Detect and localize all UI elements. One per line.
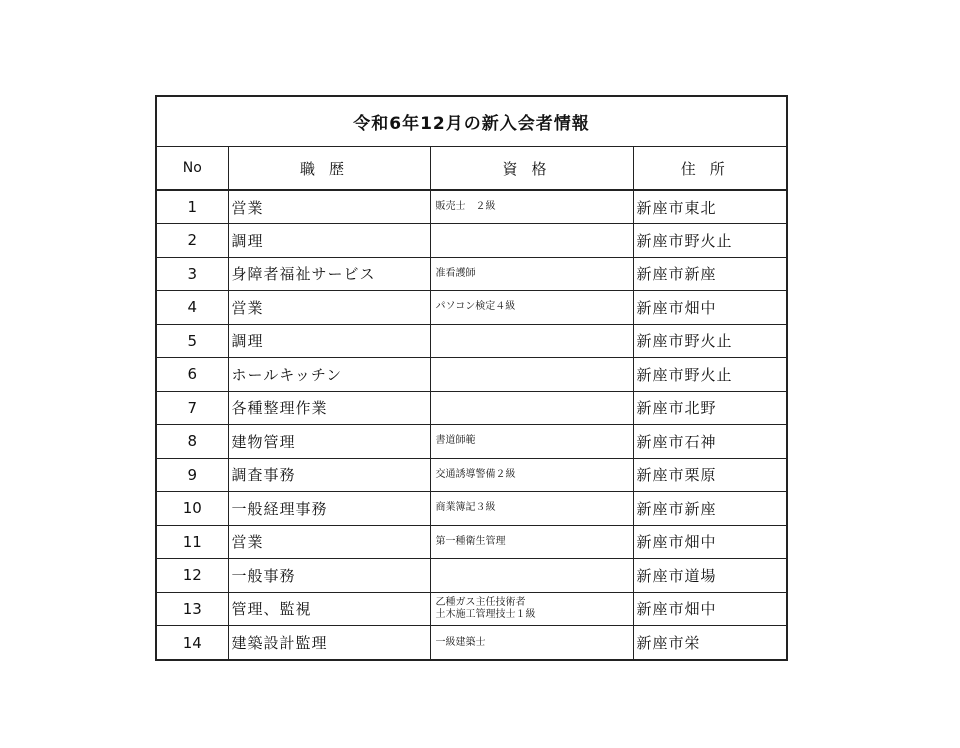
row-job: 調理	[228, 324, 430, 358]
table-row	[157, 559, 786, 593]
row-qualification	[430, 425, 633, 459]
row-job: 一般事務	[228, 559, 430, 593]
row-number: 2	[157, 224, 228, 258]
row-job: ホールキッチン	[228, 358, 430, 392]
row-job: 身障者福祉サービス	[228, 257, 430, 291]
header-no: No	[157, 147, 228, 190]
qualification-line: 一級建築士	[435, 636, 486, 648]
row-address: 新座市野火止	[633, 224, 786, 258]
row-number: 9	[157, 458, 228, 492]
table-row	[157, 190, 786, 224]
row-job: 建物管理	[228, 425, 430, 459]
row-qualification	[430, 224, 633, 258]
row-address: 新座市畑中	[633, 592, 786, 626]
sheet-title: 令和6年12月の新入会者情報	[157, 97, 786, 147]
row-qualification	[430, 525, 633, 559]
row-number: 11	[157, 525, 228, 559]
table-row	[157, 626, 786, 660]
row-number: 3	[157, 257, 228, 291]
row-job: 管理、監視	[228, 592, 430, 626]
header-address: 住所	[633, 147, 786, 190]
row-number: 14	[157, 626, 228, 660]
member-table	[157, 147, 786, 659]
row-job: 一般経理事務	[228, 492, 430, 526]
row-number: 1	[157, 190, 228, 224]
row-address: 新座市新座	[633, 492, 786, 526]
row-qualification	[430, 291, 633, 325]
row-address: 新座市野火止	[633, 358, 786, 392]
row-qualification	[430, 592, 633, 626]
table-row	[157, 224, 786, 258]
qualification-line: 書道師範	[435, 435, 476, 447]
row-address: 新座市畑中	[633, 525, 786, 559]
row-number: 8	[157, 425, 228, 459]
table-row	[157, 291, 786, 325]
row-address: 新座市野火止	[633, 324, 786, 358]
table-row	[157, 492, 786, 526]
qualification-line: 准看護師	[435, 267, 476, 279]
row-address: 新座市栗原	[633, 458, 786, 492]
row-number: 5	[157, 324, 228, 358]
row-qualification	[430, 358, 633, 392]
row-qualification	[430, 190, 633, 224]
table-row	[157, 592, 786, 626]
row-address: 新座市東北	[633, 190, 786, 224]
table-row	[157, 358, 786, 392]
table-row	[157, 257, 786, 291]
row-address: 新座市北野	[633, 391, 786, 425]
row-qualification	[430, 257, 633, 291]
row-job: 調査事務	[228, 458, 430, 492]
row-number: 12	[157, 559, 228, 593]
row-address: 新座市石神	[633, 425, 786, 459]
row-job: 各種整理作業	[228, 391, 430, 425]
qualification-line: 販売士 ２級	[435, 201, 496, 212]
row-job: 営業	[228, 291, 430, 325]
row-address: 新座市栄	[633, 626, 786, 660]
qualification-line: パソコン検定４級	[435, 301, 516, 313]
row-number: 7	[157, 391, 228, 425]
row-number: 10	[157, 492, 228, 526]
row-number: 4	[157, 291, 228, 325]
row-qualification	[430, 559, 633, 593]
row-number: 13	[157, 592, 228, 626]
row-qualification	[430, 458, 633, 492]
qualification-line: 商業簿記３級	[435, 502, 496, 514]
member-info-sheet	[155, 95, 788, 661]
table-row	[157, 525, 786, 559]
qualification-line: 交通誘導警備２級	[435, 468, 516, 480]
table-row	[157, 324, 786, 358]
row-qualification	[430, 492, 633, 526]
row-address: 新座市畑中	[633, 291, 786, 325]
row-job: 営業	[228, 190, 430, 224]
table-row	[157, 391, 786, 425]
qualification-line: 土木施工管理技士１級	[435, 608, 536, 620]
qualification-line: 乙種ガス主任技術者	[435, 596, 526, 608]
row-address: 新座市道場	[633, 559, 786, 593]
header-job: 職歴	[228, 147, 430, 190]
table-row	[157, 425, 786, 459]
qualification-line: 第一種衛生管理	[435, 535, 506, 547]
header-row	[157, 147, 786, 190]
row-job: 調理	[228, 224, 430, 258]
header-qualification: 資格	[430, 147, 633, 190]
row-qualification	[430, 626, 633, 660]
row-qualification	[430, 391, 633, 425]
row-address: 新座市新座	[633, 257, 786, 291]
row-number: 6	[157, 358, 228, 392]
table-row	[157, 458, 786, 492]
row-job: 建築設計監理	[228, 626, 430, 660]
row-qualification	[430, 324, 633, 358]
row-job: 営業	[228, 525, 430, 559]
